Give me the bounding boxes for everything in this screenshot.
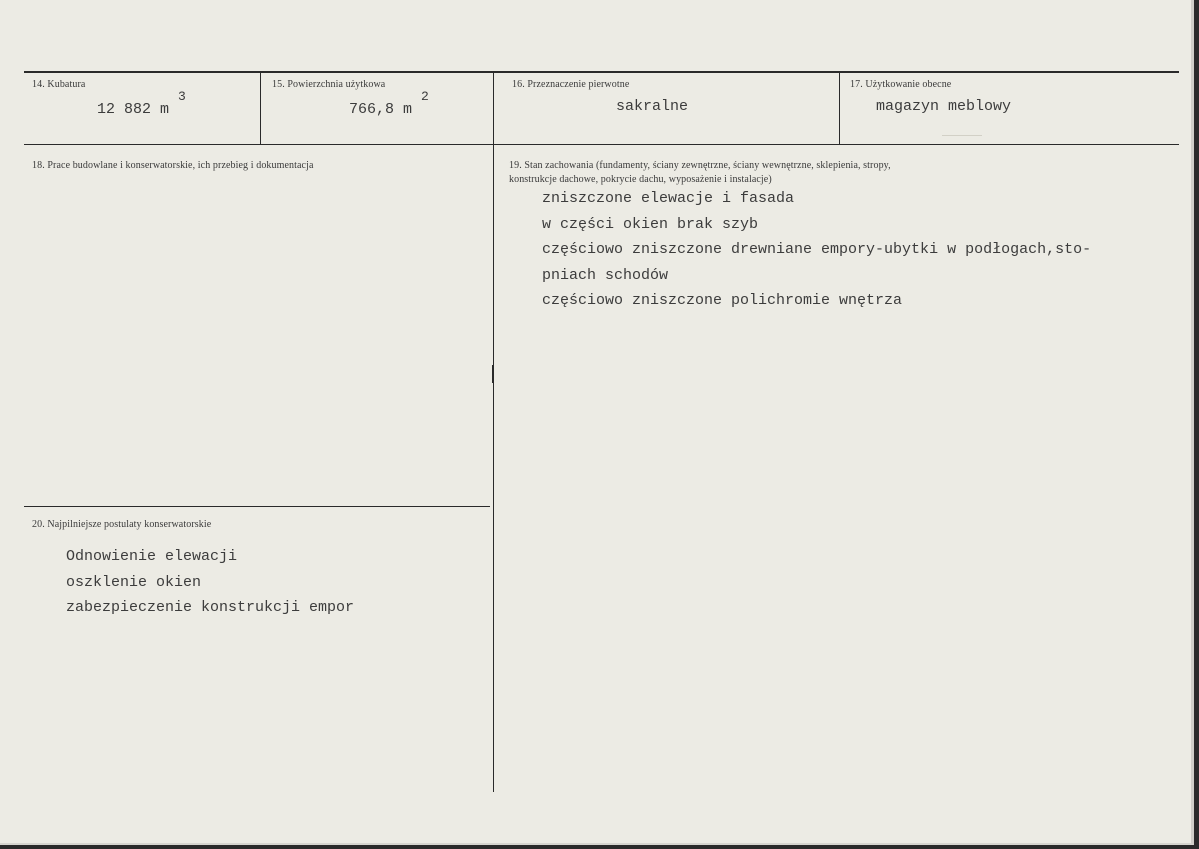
uzytkowanie-label: 17. Użytkowanie obecne [850,79,952,90]
section-rule [24,506,490,507]
przeznaczenie-label: 16. Przeznaczenie pierwotne [512,79,630,90]
divider-v-1 [260,72,261,145]
margin-mark [492,365,494,383]
stan-line-4: pniach schodów [542,267,669,284]
uzytkowanie-value: magazyn meblowy [876,98,1012,115]
top-rule [24,71,1179,73]
kubatura-unit-exponent: 3 [178,89,186,104]
kubatura-value: 12 882 m [97,101,170,118]
powierzchnia-value: 766,8 m [349,101,413,118]
postulaty-label: 20. Najpilniejsze postulaty konserwatorskie [32,519,212,530]
prace-label: 18. Prace budowlane i konserwatorskie, ich przebieg i dokumentacja [32,160,314,171]
kubatura-label: 14. Kubatura [32,79,86,90]
stan-line-3: częściowo zniszczone drewniane empory-ubytki w podłogach,sto- [542,241,1092,258]
paper-smudge [942,135,982,136]
stan-label-line2: konstrukcje dachowe, pokrycie dachu, wyposażenie i instalacje) [509,174,772,185]
postulaty-line-1: Odnowienie elewacji [66,548,238,565]
stan-line-2: w części okien brak szyb [542,216,759,233]
stan-line-5: częściowo zniszczone polichromie wnętrza [542,292,903,309]
stan-label-line1: 19. Stan zachowania (fundamenty, ściany zewnętrzne, ściany wewnętrzne, sklepienia, stropy, [509,160,891,171]
przeznaczenie-value: sakralne [616,98,689,115]
row-rule [24,144,1179,145]
powierzchnia-unit-exponent: 2 [421,89,429,104]
stan-line-1: zniszczone elewacje i fasada [542,190,795,207]
powierzchnia-label: 15. Powierzchnia użytkowa [272,79,386,90]
divider-v-2 [493,72,494,792]
postulaty-line-3: zabezpieczenie konstrukcji empor [66,599,355,616]
postulaty-line-2: oszklenie okien [66,574,202,591]
divider-v-3 [839,72,840,145]
